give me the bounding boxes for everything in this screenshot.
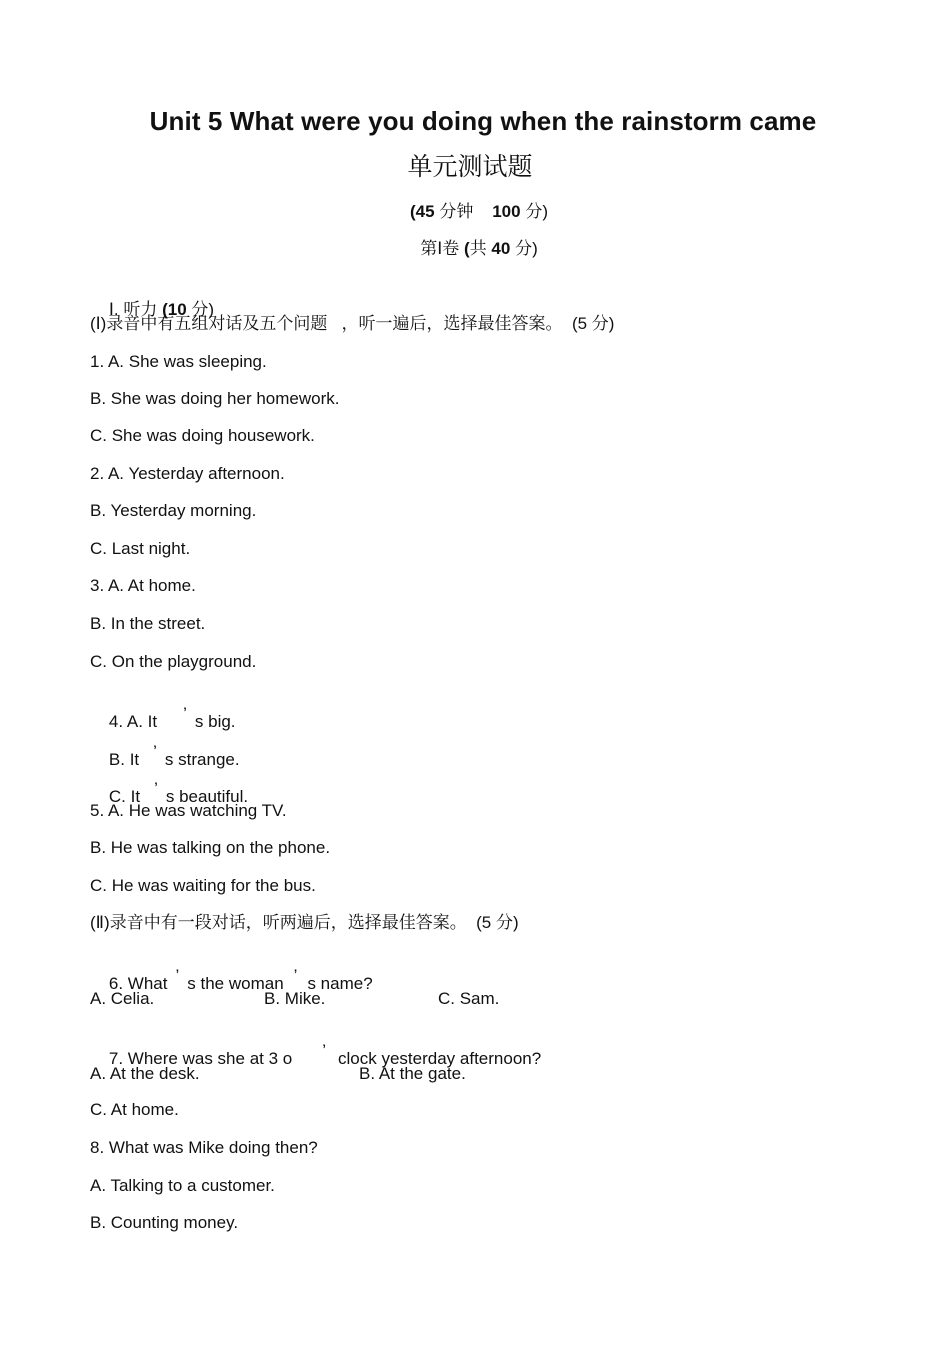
q8-option-a: A. Talking to a customer. (90, 1176, 275, 1195)
apostrophe: ’ (183, 704, 187, 723)
q4-a-pre: 4. A. It (108, 712, 158, 731)
section-heading-score: (10 (162, 300, 187, 319)
q4-a-post: s big. (194, 712, 236, 731)
q7-post: clock yesterday afternoon? (338, 1049, 542, 1068)
q7-option-c: C. At home. (90, 1100, 179, 1119)
q7-option-b: B. At the gate. (359, 1064, 466, 1083)
apostrophe: ’ (154, 779, 158, 798)
q6-post: s name? (307, 974, 373, 993)
volume-line (0, 237, 950, 261)
q3-option-b: B. In the street. (90, 614, 206, 633)
q3-option-a: 3. A. At home. (90, 576, 196, 595)
q8-question: 8. What was Mike doing then? (90, 1138, 318, 1157)
q5-option-a: 5. A. He was watching TV. (90, 801, 287, 820)
apostrophe: ’ (293, 966, 298, 985)
apostrophe: ’ (175, 966, 180, 985)
q3-option-c: C. On the playground. (90, 652, 257, 671)
apostrophe: ’ (153, 742, 157, 761)
time-score-line (0, 200, 950, 224)
q6-option-b: B. Mike. (264, 989, 326, 1008)
time-unit: 分钟 (434, 202, 479, 221)
page-title: Unit 5 What were you doing when the rainstorm came (149, 106, 817, 136)
q7-option-a: A. At the desk. (90, 1064, 200, 1083)
q8-option-b: B. Counting money. (90, 1213, 239, 1232)
q4-b-post: s strange. (164, 750, 240, 769)
q6-option-a: A. Celia. (90, 989, 155, 1008)
volume-suffix: 分) (510, 239, 538, 258)
q6-pre: 6. What (108, 974, 168, 993)
q1-option-b: B. She was doing her homework. (90, 389, 340, 408)
part1-instruction: (Ⅰ)录音中有五组对话及五个问题 ，听一遍后，选择最佳答案。 (5 分) (90, 314, 615, 333)
volume-paren: ( (464, 239, 470, 258)
q6-option-c: C. Sam. (438, 989, 500, 1008)
q5-option-b: B. He was talking on the phone. (90, 838, 331, 857)
q2-option-a: 2. A. Yesterday afternoon. (90, 464, 285, 483)
volume-label: 第Ⅰ卷 (420, 239, 465, 258)
apostrophe: ’ (322, 1041, 327, 1060)
q2-option-c: C. Last night. (90, 539, 191, 558)
q7-pre: 7. Where was she at 3 o (108, 1049, 293, 1068)
q4-c-post: s beautiful. (165, 787, 249, 806)
q1-option-c: C. She was doing housework. (90, 426, 315, 445)
volume-gong: 共 (469, 239, 492, 258)
score-suffix: 分) (520, 202, 548, 221)
score-value: 100 (492, 202, 521, 221)
q5-option-c: C. He was waiting for the bus. (90, 876, 316, 895)
page-subtitle: 单元测试题 (407, 152, 533, 181)
section-heading-suffix: 分) (186, 300, 215, 319)
part2-instruction: (Ⅱ)录音中有一段对话，听两遍后，选择最佳答案。 (5 分) (90, 913, 519, 932)
q2-option-b: B. Yesterday morning. (90, 501, 257, 520)
q4-b-pre: B. It (108, 750, 140, 769)
time-value: (45 (410, 202, 435, 221)
volume-score: 40 (491, 239, 511, 258)
q1-option-a: 1. A. She was sleeping. (90, 352, 267, 371)
q4-c-pre: C. It (108, 787, 141, 806)
q6-mid: s the woman (187, 974, 284, 993)
section-heading-label: Ⅰ. 听力 (108, 300, 163, 319)
